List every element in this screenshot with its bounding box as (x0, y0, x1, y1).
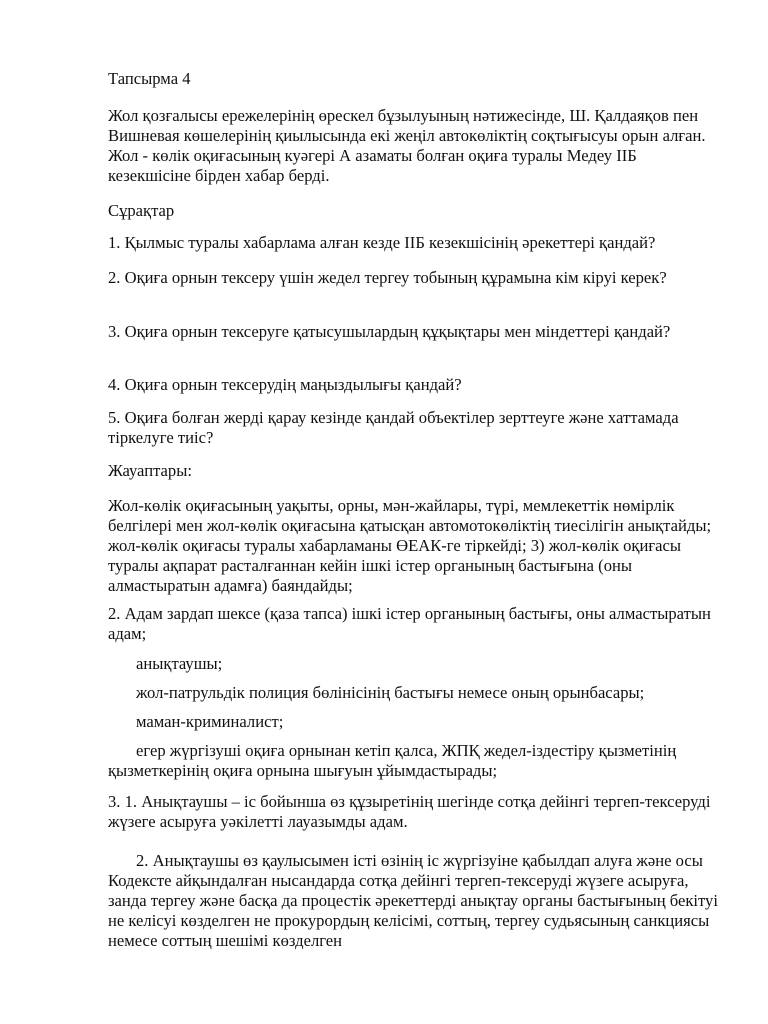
questions-heading: Сұрақтар (108, 201, 175, 220)
scenario-paragraph: Жол қозғалысы ережелерінің өрескел бұзылуының нәтижесінде, Ш. Қалдаяқов пен Вишневая көшелерінің қиылысында екі жеңіл автокөліктің соқтығысуы орын алған. Жол - көлік оқиғасының куәгері А азаматы болған оқиға туралы Медеу ІІБ кезекшісіне бірден хабар берді. (108, 106, 706, 185)
question-3: 3. Оқиға орнын тексеруге қатысушылардың құқықтары мен міндеттері қандай? (108, 322, 671, 341)
answer-2-item-2: жол-патрульдік полиция бөлінісінің бастығы немесе оның орынбасары; (136, 683, 645, 702)
answer-2-item-4: егер жүргізуші оқиға орнынан кетіп қалса, ЖПҚ жедел-іздестіру қызметінің қызметкерінің оқиға орнына шығуын ұйымдастырады; (108, 741, 677, 780)
answer-2-intro: 2. Адам зардап шексе (қаза тапса) ішкі істер органының бастығы, оны алмастыратын адам; (108, 604, 711, 643)
answer-2-item-3: маман-криминалист; (136, 712, 284, 731)
answer-2-item-1: анықтаушы; (136, 654, 223, 673)
answer-3-paragraph-2: 2. Анықтаушы өз қаулысымен істі өзінің іс жүргізуіне қабылдап алуға және осы Кодексте айқындалған нысандарда сотқа дейінгі тергеп-тексеруді жүзеге асыруға, занда тергеу және басқа да процестік әрекеттерді анықтау органы бастығының бекітуі не келісуі көзделген не прокурордың келісімі, соттың, тергеу судьясының санкциясы немесе соттың шешімі көзделген (108, 851, 718, 950)
question-5: 5. Оқиға болған жерді қарау кезінде қандай объектілер зерттеуге және хаттамада тіркелуге тиіс? (108, 408, 679, 447)
question-4: 4. Оқиға орнын тексерудің маңыздылығы қандай? (108, 375, 462, 394)
answer-3-paragraph-1: 3. 1. Анықтаушы – іс бойынша өз құзыретінің шегінде сотқа дейінгі тергеп-тексеруді жүзеге асыруға уәкілетті лауазымды адам. (108, 792, 711, 831)
answers-heading: Жауаптары: (108, 461, 192, 480)
question-2: 2. Оқиға орнын тексеру үшін жедел тергеу тобының құрамына кім кіруі керек? (108, 268, 667, 287)
page-title: Тапсырма 4 (108, 69, 191, 88)
answer-1-paragraph: Жол-көлік оқиғасының уақыты, орны, мән-жайлары, түрі, мемлекеттік нөмірлік белгілері мен жол-көлік оқиғасына қатысқан автомотокөліктің тиесілігін анықтайды; жол-көлік оқиғасы туралы хабарламаны ӨЕАК-ге тіркейді; 3) жол-көлік оқиғасы туралы ақпарат расталғаннан кейін ішкі істер органының бастығына (оны алмастыратын адамға) баяндайды; (108, 496, 712, 595)
question-1: 1. Қылмыс туралы хабарлама алған кезде ІІБ кезекшісінің әрекеттері қандай? (108, 233, 656, 252)
